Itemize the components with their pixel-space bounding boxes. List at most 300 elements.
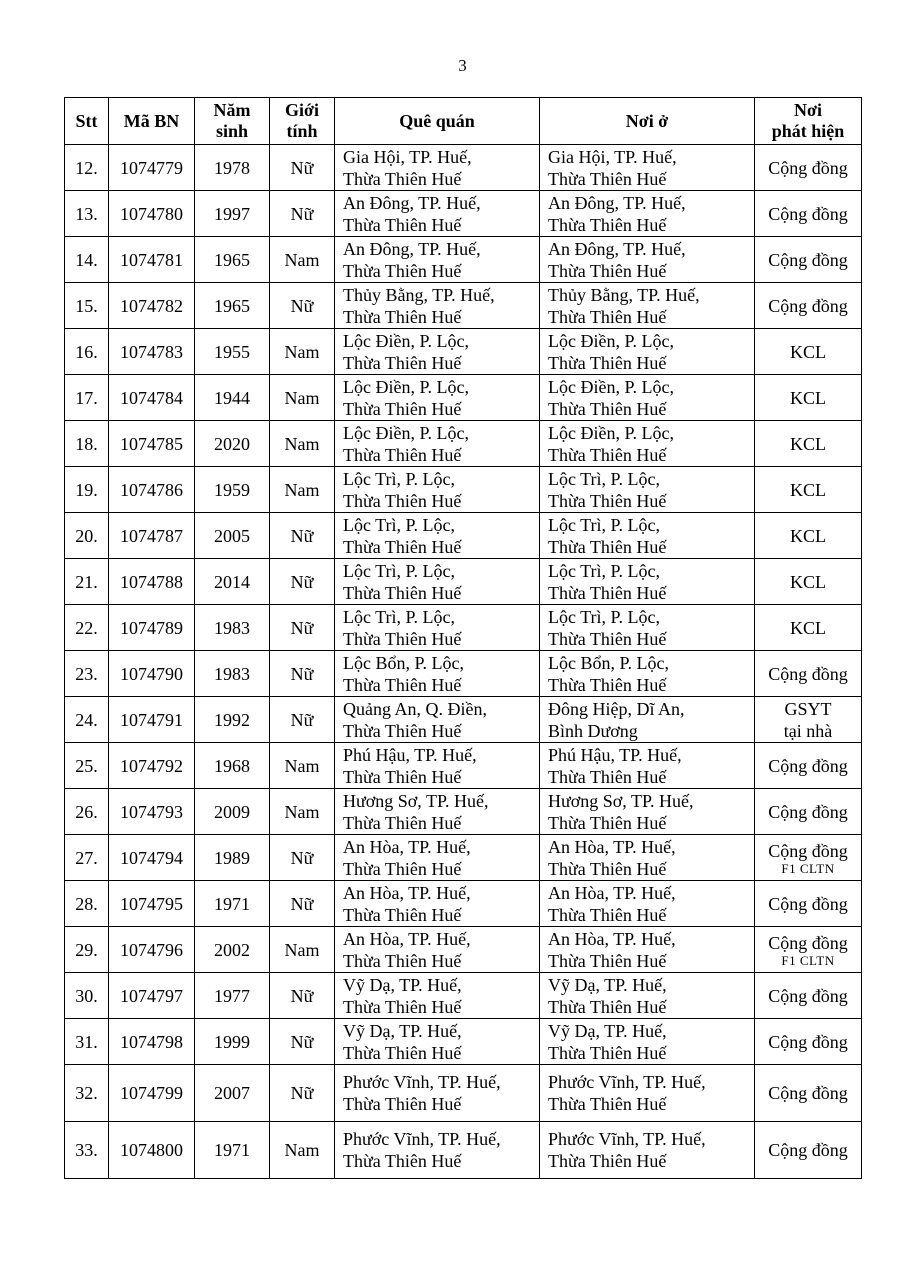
cell-noi-o-line: An Đông, TP. Huế,	[548, 238, 686, 259]
cell-noi-o	[540, 927, 755, 973]
cell-que-quan	[335, 1122, 540, 1179]
cell-ma-bn: 1074791	[109, 697, 195, 743]
cell-noi-phat-hien-line: Cộng đồng	[768, 249, 848, 270]
cell-noi-o-line: Hương Sơ, TP. Huế,	[548, 790, 694, 811]
cell-noi-o-line: Thừa Thiên Huế	[548, 1151, 667, 1171]
cell-noi-o-line: An Đông, TP. Huế,	[548, 192, 686, 213]
cell-noi-o-line: Thừa Thiên Huế	[548, 536, 667, 557]
cell-noi-phat-hien	[755, 467, 862, 513]
cell-nam-sinh: 2020	[195, 421, 270, 467]
table-row	[65, 651, 862, 697]
cell-que-quan	[335, 421, 540, 467]
cell-ma-bn: 1074788	[109, 559, 195, 605]
cell-que-quan	[335, 927, 540, 973]
cell-que-quan-line: Thừa Thiên Huế	[343, 1151, 462, 1171]
cell-que-quan-line: Thừa Thiên Huế	[343, 536, 462, 557]
cell-que-quan	[335, 881, 540, 927]
cell-stt: 24.	[65, 697, 109, 743]
cell-que-quan-line: Thừa Thiên Huế	[343, 1042, 462, 1063]
cell-que-quan	[335, 237, 540, 283]
header-stt: Stt	[65, 98, 109, 145]
cell-ma-bn: 1074784	[109, 375, 195, 421]
cell-que-quan	[335, 513, 540, 559]
cell-stt: 18.	[65, 421, 109, 467]
cell-que-quan	[335, 697, 540, 743]
cell-nam-sinh: 1992	[195, 697, 270, 743]
cell-noi-phat-hien-line: KCL	[790, 479, 826, 500]
cell-que-quan-line: Lộc Trì, P. Lộc,	[343, 606, 456, 627]
cell-noi-o	[540, 697, 755, 743]
cell-que-quan-line: Quảng An, Q. Điền,	[343, 698, 487, 719]
cell-nam-sinh: 2014	[195, 559, 270, 605]
cell-que-quan-line: Lộc Trì, P. Lộc,	[343, 468, 456, 489]
cell-nam-sinh: 1968	[195, 743, 270, 789]
cell-noi-o-line: Lộc Trì, P. Lộc,	[548, 514, 661, 535]
cell-noi-phat-hien	[755, 375, 862, 421]
cell-noi-o-line: Thừa Thiên Huế	[548, 490, 667, 511]
cell-gioi-tinh: Nữ	[270, 605, 335, 651]
cell-que-quan-line: Phú Hậu, TP. Huế,	[343, 744, 477, 765]
cell-stt: 14.	[65, 237, 109, 283]
cell-gioi-tinh: Nam	[270, 789, 335, 835]
cell-que-quan-line: Gia Hội, TP. Huế,	[343, 146, 472, 167]
cell-noi-o	[540, 145, 755, 191]
cell-noi-o-line: Lộc Điền, P. Lộc,	[548, 422, 674, 443]
cell-noi-phat-hien-line: Cộng đồng	[768, 157, 848, 178]
cell-noi-o-line: Bình Dương	[548, 720, 638, 741]
cell-que-quan	[335, 605, 540, 651]
cell-que-quan	[335, 283, 540, 329]
header-que-quan: Quê quán	[335, 98, 540, 145]
cell-que-quan	[335, 789, 540, 835]
header-gioi-tinh-line: tính	[286, 121, 318, 141]
cell-gioi-tinh: Nam	[270, 743, 335, 789]
cell-noi-o	[540, 789, 755, 835]
cell-que-quan-line: Thừa Thiên Huế	[343, 628, 462, 649]
cell-que-quan-line: Lộc Điền, P. Lộc,	[343, 422, 469, 443]
table-row	[65, 513, 862, 559]
cell-que-quan-line: Thừa Thiên Huế	[343, 168, 462, 189]
cell-noi-o-line: An Hòa, TP. Huế,	[548, 882, 676, 903]
cell-gioi-tinh: Nữ	[270, 881, 335, 927]
cell-noi-phat-hien	[755, 835, 862, 881]
cell-noi-o-line: Lộc Trì, P. Lộc,	[548, 468, 661, 489]
cell-stt: 15.	[65, 283, 109, 329]
cell-stt: 27.	[65, 835, 109, 881]
cell-noi-o-line: Thừa Thiên Huế	[548, 214, 667, 235]
cell-que-quan-line: Thừa Thiên Huế	[343, 858, 462, 879]
header-noi-phat-hien	[755, 98, 862, 145]
cell-noi-o-line: Thừa Thiên Huế	[548, 1094, 667, 1114]
cell-noi-o-line: Thừa Thiên Huế	[548, 858, 667, 879]
cell-noi-o-line: Thừa Thiên Huế	[548, 582, 667, 603]
cell-noi-o-line: Lộc Trì, P. Lộc,	[548, 606, 661, 627]
cell-noi-phat-hien-line: KCL	[790, 525, 826, 546]
cell-noi-o	[540, 191, 755, 237]
table-row	[65, 375, 862, 421]
cell-que-quan-line: An Hòa, TP. Huế,	[343, 928, 471, 949]
cell-stt: 17.	[65, 375, 109, 421]
cell-nam-sinh: 2007	[195, 1065, 270, 1122]
cell-noi-phat-hien	[755, 145, 862, 191]
cell-gioi-tinh: Nam	[270, 927, 335, 973]
cell-que-quan-line: Lộc Trì, P. Lộc,	[343, 514, 456, 535]
cell-noi-phat-hien-line: KCL	[790, 571, 826, 592]
cell-que-quan-line: Thừa Thiên Huế	[343, 720, 462, 741]
cell-noi-phat-hien-line: GSYT	[784, 698, 832, 719]
cell-noi-o-line: Đông Hiệp, Dĩ An,	[548, 698, 685, 719]
cell-noi-phat-hien	[755, 329, 862, 375]
table-row	[65, 789, 862, 835]
cell-que-quan-line: Hương Sơ, TP. Huế,	[343, 790, 489, 811]
cell-noi-o-line: Thủy Bằng, TP. Huế,	[548, 284, 700, 305]
cell-noi-o	[540, 1122, 755, 1179]
cell-gioi-tinh: Nữ	[270, 559, 335, 605]
cell-stt: 12.	[65, 145, 109, 191]
cell-ma-bn: 1074779	[109, 145, 195, 191]
cell-noi-o	[540, 283, 755, 329]
cell-noi-phat-hien-line: Cộng đồng	[768, 985, 848, 1006]
cell-noi-o-line: Phước Vĩnh, TP. Huế,	[548, 1072, 706, 1092]
cell-nam-sinh: 1989	[195, 835, 270, 881]
cell-stt: 25.	[65, 743, 109, 789]
patient-table	[64, 97, 862, 1179]
cell-noi-o-line: Thừa Thiên Huế	[548, 306, 667, 327]
cell-noi-o-line: Lộc Điền, P. Lộc,	[548, 376, 674, 397]
cell-que-quan-line: Thừa Thiên Huế	[343, 996, 462, 1017]
table-row	[65, 1122, 862, 1179]
cell-gioi-tinh: Nam	[270, 237, 335, 283]
cell-noi-phat-hien-line: Cộng đồng	[768, 295, 848, 316]
cell-que-quan-line: Thừa Thiên Huế	[343, 812, 462, 833]
cell-noi-phat-hien-line: F1 CLTN	[781, 952, 835, 968]
cell-stt: 19.	[65, 467, 109, 513]
cell-stt: 23.	[65, 651, 109, 697]
cell-noi-o-line: An Hòa, TP. Huế,	[548, 928, 676, 949]
table-row	[65, 605, 862, 651]
cell-que-quan	[335, 145, 540, 191]
cell-noi-o	[540, 329, 755, 375]
cell-stt: 26.	[65, 789, 109, 835]
cell-ma-bn: 1074799	[109, 1065, 195, 1122]
cell-que-quan-line: Thừa Thiên Huế	[343, 766, 462, 787]
cell-noi-phat-hien-line: F1 CLTN	[781, 860, 835, 876]
cell-noi-o-line: Thừa Thiên Huế	[548, 628, 667, 649]
cell-noi-phat-hien	[755, 559, 862, 605]
cell-stt: 30.	[65, 973, 109, 1019]
cell-ma-bn: 1074782	[109, 283, 195, 329]
cell-noi-o	[540, 559, 755, 605]
header-ma-bn: Mã BN	[109, 98, 195, 145]
table-row	[65, 697, 862, 743]
cell-noi-phat-hien	[755, 789, 862, 835]
cell-que-quan-line: Vỹ Dạ, TP. Huế,	[343, 1020, 462, 1041]
cell-ma-bn: 1074792	[109, 743, 195, 789]
cell-noi-phat-hien	[755, 697, 862, 743]
cell-ma-bn: 1074787	[109, 513, 195, 559]
table-row	[65, 329, 862, 375]
cell-noi-o	[540, 375, 755, 421]
cell-noi-o-line: Lộc Trì, P. Lộc,	[548, 560, 661, 581]
cell-noi-o-line: Thừa Thiên Huế	[548, 260, 667, 281]
cell-nam-sinh: 1965	[195, 237, 270, 283]
cell-ma-bn: 1074789	[109, 605, 195, 651]
cell-que-quan-line: An Đông, TP. Huế,	[343, 192, 481, 213]
cell-noi-phat-hien-line: KCL	[790, 617, 826, 638]
header-nam-sinh-line: sinh	[215, 121, 249, 141]
cell-ma-bn: 1074781	[109, 237, 195, 283]
cell-noi-phat-hien-line: Cộng đồng	[768, 1083, 848, 1103]
cell-nam-sinh: 1997	[195, 191, 270, 237]
cell-noi-phat-hien	[755, 881, 862, 927]
table-row	[65, 467, 862, 513]
cell-noi-phat-hien	[755, 421, 862, 467]
table-header-row	[65, 98, 862, 145]
cell-noi-o	[540, 467, 755, 513]
cell-que-quan-line: Thừa Thiên Huế	[343, 260, 462, 281]
cell-nam-sinh: 1955	[195, 329, 270, 375]
cell-noi-o-line: Phước Vĩnh, TP. Huế,	[548, 1129, 706, 1149]
cell-noi-o-line: Thừa Thiên Huế	[548, 766, 667, 787]
cell-gioi-tinh: Nữ	[270, 835, 335, 881]
cell-que-quan-line: Thừa Thiên Huế	[343, 306, 462, 327]
cell-que-quan	[335, 743, 540, 789]
cell-ma-bn: 1074797	[109, 973, 195, 1019]
header-noi-phat-hien-line: Nơi	[794, 100, 822, 120]
cell-ma-bn: 1074798	[109, 1019, 195, 1065]
cell-stt: 29.	[65, 927, 109, 973]
cell-gioi-tinh: Nữ	[270, 973, 335, 1019]
cell-gioi-tinh: Nữ	[270, 697, 335, 743]
cell-gioi-tinh: Nữ	[270, 145, 335, 191]
cell-que-quan-line: Thừa Thiên Huế	[343, 1094, 462, 1114]
cell-gioi-tinh: Nữ	[270, 191, 335, 237]
table-row	[65, 973, 862, 1019]
table-row	[65, 835, 862, 881]
cell-noi-o-line: Vỹ Dạ, TP. Huế,	[548, 974, 667, 995]
cell-que-quan-line: Phước Vĩnh, TP. Huế,	[343, 1072, 501, 1092]
cell-gioi-tinh: Nam	[270, 1122, 335, 1179]
cell-que-quan	[335, 559, 540, 605]
cell-que-quan-line: Thừa Thiên Huế	[343, 490, 462, 511]
cell-ma-bn: 1074790	[109, 651, 195, 697]
cell-que-quan	[335, 651, 540, 697]
cell-noi-o-line: Thừa Thiên Huế	[548, 812, 667, 833]
cell-nam-sinh: 1959	[195, 467, 270, 513]
cell-gioi-tinh: Nam	[270, 467, 335, 513]
table-row	[65, 881, 862, 927]
table-row	[65, 421, 862, 467]
cell-gioi-tinh: Nữ	[270, 651, 335, 697]
cell-que-quan-line: Thừa Thiên Huế	[343, 904, 462, 925]
cell-ma-bn: 1074785	[109, 421, 195, 467]
cell-ma-bn: 1074780	[109, 191, 195, 237]
cell-que-quan	[335, 835, 540, 881]
cell-noi-o-line: Gia Hội, TP. Huế,	[548, 146, 677, 167]
cell-que-quan	[335, 973, 540, 1019]
cell-noi-phat-hien-line: tại nhà	[783, 720, 833, 741]
cell-nam-sinh: 1983	[195, 605, 270, 651]
cell-ma-bn: 1074795	[109, 881, 195, 927]
cell-que-quan-line: Thừa Thiên Huế	[343, 214, 462, 235]
cell-noi-phat-hien	[755, 191, 862, 237]
cell-que-quan-line: Thừa Thiên Huế	[343, 444, 462, 465]
table-row	[65, 191, 862, 237]
table-row	[65, 559, 862, 605]
cell-stt: 32.	[65, 1065, 109, 1122]
cell-que-quan-line: Lộc Bổn, P. Lộc,	[343, 652, 464, 673]
header-gioi-tinh	[270, 98, 335, 145]
cell-que-quan-line: Thừa Thiên Huế	[343, 674, 462, 695]
cell-que-quan-line: Phước Vĩnh, TP. Huế,	[343, 1129, 501, 1149]
table-row	[65, 237, 862, 283]
cell-gioi-tinh: Nam	[270, 375, 335, 421]
cell-noi-o	[540, 605, 755, 651]
cell-gioi-tinh: Nữ	[270, 1019, 335, 1065]
table-row	[65, 283, 862, 329]
cell-que-quan-line: An Hòa, TP. Huế,	[343, 836, 471, 857]
cell-nam-sinh: 1971	[195, 1122, 270, 1179]
cell-noi-phat-hien	[755, 513, 862, 559]
cell-noi-o	[540, 881, 755, 927]
cell-noi-o-line: Vỹ Dạ, TP. Huế,	[548, 1020, 667, 1041]
cell-noi-o	[540, 421, 755, 467]
cell-noi-phat-hien	[755, 1019, 862, 1065]
cell-stt: 16.	[65, 329, 109, 375]
cell-ma-bn: 1074796	[109, 927, 195, 973]
cell-que-quan-line: Thừa Thiên Huế	[343, 950, 462, 971]
cell-noi-o-line: Phú Hậu, TP. Huế,	[548, 744, 682, 765]
cell-gioi-tinh: Nam	[270, 329, 335, 375]
cell-que-quan-line: Lộc Trì, P. Lộc,	[343, 560, 456, 581]
table-row	[65, 743, 862, 789]
cell-noi-phat-hien	[755, 743, 862, 789]
cell-noi-phat-hien	[755, 605, 862, 651]
cell-noi-phat-hien-line: Cộng đồng	[768, 932, 848, 953]
cell-stt: 13.	[65, 191, 109, 237]
cell-noi-phat-hien	[755, 651, 862, 697]
cell-noi-phat-hien	[755, 1065, 862, 1122]
table-row	[65, 1065, 862, 1122]
cell-noi-o-line: Thừa Thiên Huế	[548, 674, 667, 695]
cell-nam-sinh: 1978	[195, 145, 270, 191]
cell-que-quan-line: Thừa Thiên Huế	[343, 582, 462, 603]
cell-ma-bn: 1074794	[109, 835, 195, 881]
header-nam-sinh	[195, 98, 270, 145]
cell-noi-phat-hien	[755, 283, 862, 329]
cell-que-quan-line: Thừa Thiên Huế	[343, 352, 462, 373]
cell-nam-sinh: 2005	[195, 513, 270, 559]
cell-noi-o	[540, 743, 755, 789]
cell-noi-phat-hien-line: Cộng đồng	[768, 203, 848, 224]
cell-noi-phat-hien-line: KCL	[790, 341, 826, 362]
cell-noi-o-line: Thừa Thiên Huế	[548, 398, 667, 419]
cell-noi-phat-hien	[755, 1122, 862, 1179]
cell-noi-o-line: Thừa Thiên Huế	[548, 996, 667, 1017]
cell-noi-o-line: Thừa Thiên Huế	[548, 904, 667, 925]
table-row	[65, 1019, 862, 1065]
table-row	[65, 145, 862, 191]
cell-que-quan	[335, 1065, 540, 1122]
cell-noi-o-line: Lộc Bổn, P. Lộc,	[548, 652, 669, 673]
cell-noi-o	[540, 513, 755, 559]
cell-nam-sinh: 2009	[195, 789, 270, 835]
cell-que-quan-line: An Hòa, TP. Huế,	[343, 882, 471, 903]
cell-que-quan-line: An Đông, TP. Huế,	[343, 238, 481, 259]
cell-noi-phat-hien	[755, 927, 862, 973]
cell-que-quan-line: Vỹ Dạ, TP. Huế,	[343, 974, 462, 995]
cell-noi-o-line: Lộc Điền, P. Lộc,	[548, 330, 674, 351]
cell-noi-phat-hien	[755, 237, 862, 283]
cell-ma-bn: 1074793	[109, 789, 195, 835]
cell-noi-phat-hien-line: Cộng đồng	[768, 893, 848, 914]
cell-que-quan	[335, 191, 540, 237]
cell-noi-o	[540, 973, 755, 1019]
cell-que-quan-line: Lộc Điền, P. Lộc,	[343, 330, 469, 351]
cell-noi-o	[540, 835, 755, 881]
cell-noi-o	[540, 651, 755, 697]
cell-que-quan-line: Lộc Điền, P. Lộc,	[343, 376, 469, 397]
cell-noi-o-line: Thừa Thiên Huế	[548, 950, 667, 971]
cell-noi-phat-hien-line: Cộng đồng	[768, 1140, 848, 1160]
cell-stt: 31.	[65, 1019, 109, 1065]
cell-stt: 22.	[65, 605, 109, 651]
cell-noi-o-line: Thừa Thiên Huế	[548, 168, 667, 189]
cell-noi-o	[540, 237, 755, 283]
cell-noi-o-line: Thừa Thiên Huế	[548, 1042, 667, 1063]
cell-noi-o-line: Thừa Thiên Huế	[548, 352, 667, 373]
cell-stt: 21.	[65, 559, 109, 605]
header-gioi-tinh-line: Giới	[285, 100, 319, 120]
header-nam-sinh-line: Năm	[213, 100, 251, 120]
cell-gioi-tinh: Nữ	[270, 513, 335, 559]
cell-nam-sinh: 1999	[195, 1019, 270, 1065]
table-row	[65, 927, 862, 973]
cell-nam-sinh: 1965	[195, 283, 270, 329]
cell-que-quan	[335, 1019, 540, 1065]
cell-noi-phat-hien-line: KCL	[790, 387, 826, 408]
cell-noi-phat-hien-line: Cộng đồng	[768, 1031, 848, 1052]
cell-que-quan-line: Thừa Thiên Huế	[343, 398, 462, 419]
cell-noi-o-line: Thừa Thiên Huế	[548, 444, 667, 465]
header-noi-o: Nơi ở	[540, 98, 755, 145]
cell-stt: 33.	[65, 1122, 109, 1179]
cell-noi-phat-hien	[755, 973, 862, 1019]
cell-noi-o	[540, 1019, 755, 1065]
cell-nam-sinh: 2002	[195, 927, 270, 973]
cell-noi-o-line: An Hòa, TP. Huế,	[548, 836, 676, 857]
page-number: 3	[458, 56, 467, 75]
cell-ma-bn: 1074786	[109, 467, 195, 513]
cell-noi-phat-hien-line: Cộng đồng	[768, 840, 848, 861]
cell-noi-o	[540, 1065, 755, 1122]
cell-noi-phat-hien-line: Cộng đồng	[768, 663, 848, 684]
cell-nam-sinh: 1977	[195, 973, 270, 1019]
header-noi-phat-hien-line: phát hiện	[771, 121, 845, 141]
cell-stt: 20.	[65, 513, 109, 559]
cell-noi-phat-hien-line: Cộng đồng	[768, 801, 848, 822]
cell-que-quan	[335, 329, 540, 375]
table-body	[65, 145, 862, 1179]
cell-nam-sinh: 1983	[195, 651, 270, 697]
cell-noi-phat-hien-line: KCL	[790, 433, 826, 454]
cell-que-quan	[335, 375, 540, 421]
cell-gioi-tinh: Nam	[270, 421, 335, 467]
cell-noi-phat-hien-line: Cộng đồng	[768, 755, 848, 776]
cell-gioi-tinh: Nữ	[270, 1065, 335, 1122]
cell-nam-sinh: 1944	[195, 375, 270, 421]
cell-gioi-tinh: Nữ	[270, 283, 335, 329]
